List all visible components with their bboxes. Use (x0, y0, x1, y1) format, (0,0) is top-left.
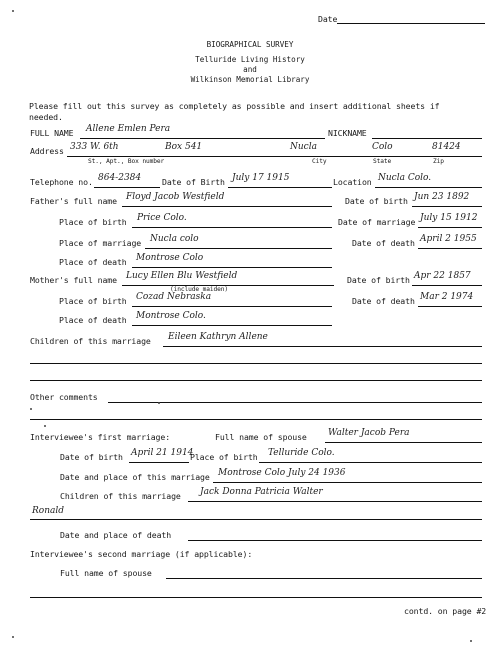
form-title: BIOGRAPHICAL SURVEY (206, 40, 294, 49)
contd-label: contd. on page #2 (404, 606, 487, 616)
father-dob-value[interactable]: Jun 23 1892 (414, 192, 470, 202)
address-zip[interactable]: 81424 (432, 142, 461, 152)
scan-speck (44, 425, 46, 427)
father-dob-line (412, 206, 482, 207)
scan-speck (470, 640, 472, 642)
address-sub-state: State (373, 158, 392, 165)
father-pob-value[interactable]: Price Colo. (137, 213, 187, 223)
location-value[interactable]: Nucla Colo. (378, 173, 432, 183)
address-sub-zip: Zip (433, 158, 444, 165)
form-subtitle-1: Telluride Living History (195, 55, 305, 64)
father-podeath-line (132, 267, 332, 268)
comments-line[interactable] (108, 402, 482, 403)
children-line-3[interactable] (30, 380, 482, 381)
marriage-dp-value[interactable]: Montrose Colo July 24 1936 (218, 468, 346, 478)
children2-line (188, 501, 482, 502)
father-podeath-label: Place of death (59, 257, 127, 267)
address-street[interactable]: 333 W. 6th (70, 142, 119, 152)
mother-dod-line (418, 306, 482, 307)
mother-dod-label: Date of death (352, 296, 415, 306)
children-label: Children of this marriage (30, 336, 151, 346)
spouse-dob-line (129, 462, 189, 463)
spouse-name-value[interactable]: Walter Jacob Pera (328, 428, 410, 438)
father-pom-line (145, 248, 332, 249)
mother-podeath-line (132, 325, 332, 326)
mother-pob-line (132, 306, 332, 307)
spouse-dob-value[interactable]: April 21 1914 (131, 448, 194, 458)
father-pom-value[interactable]: Nucla colo (150, 234, 199, 244)
mother-name-sub: (include maiden) (170, 286, 229, 293)
address-label: Address (30, 146, 64, 156)
father-dod-line (418, 248, 482, 249)
mother-dob-line (412, 285, 482, 286)
form-subtitle-2: and (243, 65, 257, 74)
father-dom-label: Date of marriage (338, 217, 416, 227)
father-pob-label: Place of birth (59, 217, 127, 227)
death-dp-line[interactable] (188, 540, 482, 541)
mother-pob-label: Place of birth (59, 296, 127, 306)
full-name-line (80, 138, 325, 139)
children-value[interactable]: Eileen Kathryn Allene (168, 332, 268, 342)
mother-dod-value[interactable]: Mar 2 1974 (420, 292, 474, 302)
father-pom-label: Place of marriage (59, 238, 142, 248)
father-podeath-value[interactable]: Montrose Colo (136, 253, 204, 263)
instructions: Please fill out this survey as completely as possible and insert additional sheets if needed. (29, 101, 440, 122)
spouse-name-line (325, 442, 482, 443)
telephone-label: Telephone no. (30, 177, 93, 187)
location-line (375, 187, 482, 188)
comments-line-2[interactable] (30, 419, 482, 420)
children-line-2[interactable] (30, 363, 482, 364)
full-name-label: FULL NAME (30, 128, 74, 138)
mother-podeath-label: Place of death (59, 315, 127, 325)
mother-pob-value[interactable]: Cozad Nebraska (136, 292, 212, 302)
mother-name-label: Mother's full name (30, 275, 117, 285)
mother-dob-value[interactable]: Apr 22 1857 (414, 271, 471, 281)
children-line (163, 346, 482, 347)
telephone-value[interactable]: 864-2384 (98, 173, 142, 183)
father-name-line (122, 206, 332, 207)
children2-value-2[interactable]: Ronald (32, 506, 64, 516)
spouse-name-label: Full name of spouse (215, 432, 307, 442)
marriage-dp-label: Date and place of this marriage (60, 472, 210, 482)
spouse-pob-label: Place of birth (190, 452, 258, 462)
nickname-line[interactable] (372, 138, 482, 139)
spouse-dob-label: Date of birth (60, 452, 123, 462)
address-sub-city: City (312, 158, 327, 165)
first-marriage-label: Interviewee's first marriage: (30, 432, 171, 442)
address-sub-street: St., Apt., Box number (88, 158, 165, 165)
form-subtitle-3: Wilkinson Memorial Library (190, 75, 310, 84)
dob-value[interactable]: July 17 1915 (232, 173, 290, 183)
father-dom-line (418, 227, 482, 228)
full-name-value[interactable]: Allene Emlen Pera (86, 124, 171, 134)
scan-speck (12, 636, 14, 638)
dob-label: Date of Birth (162, 177, 225, 187)
children2-value[interactable]: Jack Donna Patricia Walter (200, 487, 323, 497)
scan-speck (12, 10, 14, 12)
nickname-label: NICKNAME (328, 128, 367, 138)
address-line (67, 156, 482, 157)
father-pob-line (132, 227, 332, 228)
spouse2-label: Full name of spouse (60, 568, 152, 578)
date-label: Date (318, 14, 338, 24)
father-dod-value[interactable]: April 2 1955 (420, 234, 477, 244)
telephone-line (94, 187, 160, 188)
father-dod-label: Date of death (352, 238, 415, 248)
spouse2-line[interactable] (166, 578, 482, 579)
dob-line (228, 187, 332, 188)
spouse-pob-value[interactable]: Telluride Colo. (268, 448, 335, 458)
date-line[interactable] (337, 23, 485, 24)
father-name-label: Father's full name (30, 196, 117, 206)
death-dp-label: Date and place of death (60, 530, 172, 540)
mother-name-value[interactable]: Lucy Ellen Blu Westfield (126, 271, 238, 281)
father-dom-value[interactable]: July 15 1912 (420, 213, 478, 223)
scan-speck (158, 402, 160, 404)
mother-podeath-value[interactable]: Montrose Colo. (136, 311, 206, 321)
scan-speck (30, 408, 32, 410)
mother-dob-label: Date of birth (347, 275, 410, 285)
children2-label: Children of this marriage (60, 491, 181, 501)
address-box[interactable]: Box 541 (165, 142, 203, 152)
comments-label: Other comments (30, 392, 98, 402)
address-state[interactable]: Colo (372, 142, 393, 152)
location-label: Location (333, 177, 372, 187)
marriage-dp-line (213, 482, 482, 483)
second-marriage-label: Interviewee's second marriage (if applicable): (30, 549, 253, 559)
father-dob-label: Date of birth (345, 196, 408, 206)
spouse-pob-line (259, 462, 482, 463)
spouse2-line-2[interactable] (30, 597, 482, 598)
children2-line-2 (30, 519, 482, 520)
father-name-value[interactable]: Floyd Jacob Westfield (126, 192, 225, 202)
address-city[interactable]: Nucla (290, 142, 317, 152)
